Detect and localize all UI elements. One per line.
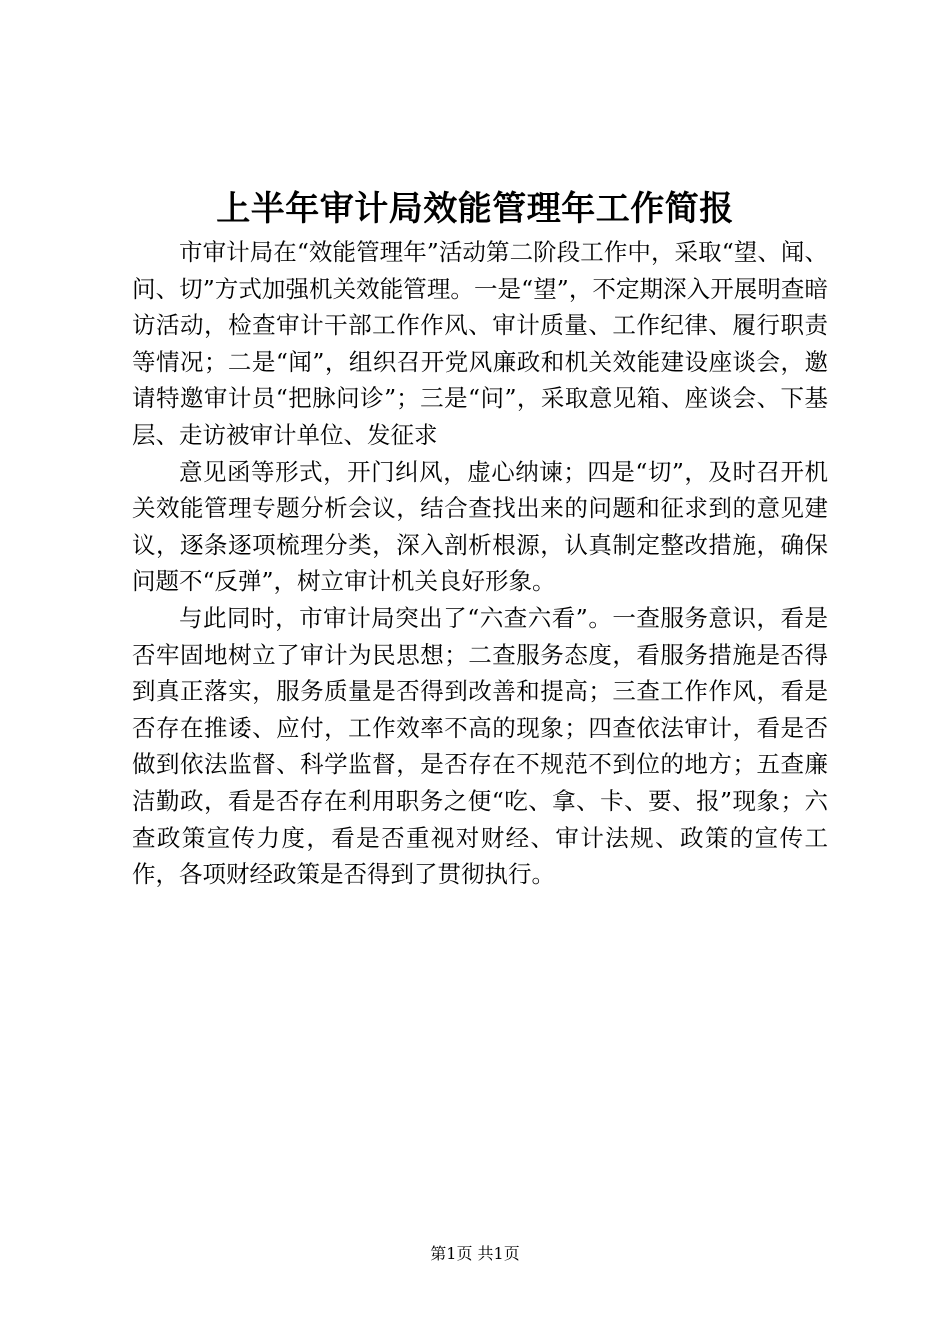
document-title: 上半年审计局效能管理年工作简报 — [216, 189, 734, 229]
document-body — [132, 234, 828, 893]
page-number-footer: 第1页 共1页 — [430, 1244, 520, 1263]
paragraph-3: 与此同时，市审计局突出了“六查六看”。一查服务意识，看是否牢固地树立了审计为民思想；二查服务态度，看服务措施是否得到真正落实，服务质量是否得到改善和提高；三查工作作风，看是否存在推诿、应付，工作效率不高的现象；四查依法审计，看是否做到依法监督、科学监督，是否存在不规范不到位的地方；五查廉洁勤政，看是否存在利用职务之便“吃、拿、卡、要、报”现象；六查政策宣传力度，看是否重视对财经、审计法规、政策的宣传工作，各项财经政策是否得到了贯彻执行。 — [132, 603, 828, 889]
paragraph-1: 市审计局在“效能管理年”活动第二阶段工作中，采取“望、闻、问、切”方式加强机关效能管理。一是“望”，不定期深入开展明查暗访活动，检查审计干部工作作风、审计质量、工作纪律、履行职责等情况；二是“闻”，组织召开党风廉政和机关效能建设座谈会，邀请特邀审计员“把脉问诊”；三是“问”，采取意见箱、座谈会、下基层、走访被审计单位、发征求 — [132, 238, 828, 449]
paragraph-2: 意见函等形式，开门纠风，虚心纳谏；四是“切”，及时召开机关效能管理专题分析会议，结合查找出来的问题和征求到的意见建议，逐条逐项梳理分类，深入剖析根源，认真制定整改措施，确保问题不“反弹”，树立审计机关良好形象。 — [132, 457, 828, 596]
